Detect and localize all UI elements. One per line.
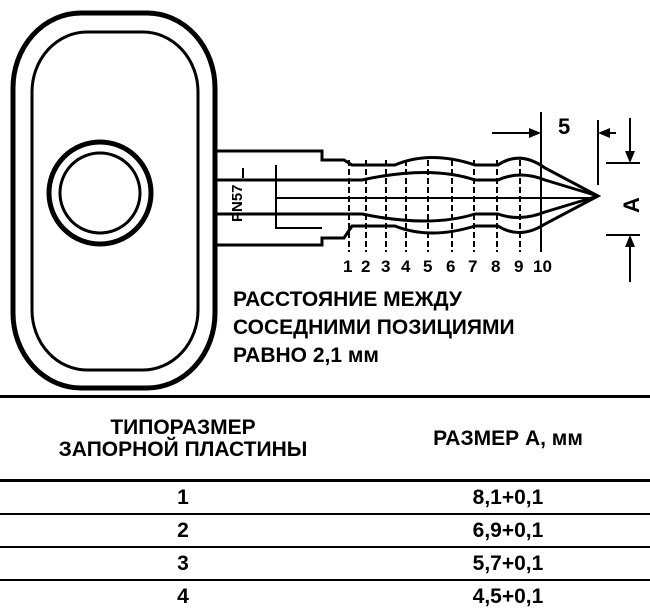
key-hole-inner — [60, 153, 140, 233]
table-row — [0, 481, 650, 515]
plate-size-cell: 2 — [0, 514, 366, 547]
key-blade-step — [276, 165, 322, 228]
position-number-5: 5 — [423, 257, 433, 276]
size-table — [0, 395, 650, 608]
size-table-grid — [0, 395, 650, 612]
dimension-a-cell: 4,5+0,1 — [472, 584, 544, 608]
dimension-a-cell: 6,9+0,1 — [366, 514, 650, 547]
plate-size-cell: 1 — [0, 481, 366, 515]
plate-size-cell: 4 — [177, 584, 189, 608]
spacing-note-line-2: СОСЕДНИМИ ПОЗИЦИЯМИ — [233, 316, 515, 339]
dimension-a-label: A — [619, 197, 644, 213]
plate-size-cell: 3 — [0, 547, 366, 580]
key-head-outer — [13, 13, 215, 388]
position-number-6: 6 — [446, 257, 456, 276]
position-number-4: 4 — [401, 257, 411, 276]
table-row — [0, 514, 650, 547]
table-row — [0, 547, 650, 580]
header-plate-size — [0, 397, 366, 481]
key-hole-outer — [49, 142, 151, 244]
position-number-1: 1 — [343, 257, 353, 276]
position-number-2: 2 — [361, 257, 371, 276]
header-plate-size-line-2: ЗАПОРНОЙ ПЛАСТИНЫ — [58, 437, 308, 461]
position-numbers — [343, 257, 552, 276]
spacing-note-line-1: РАССТОЯНИЕ МЕЖДУ — [233, 288, 462, 311]
dimension-a — [606, 118, 644, 282]
header-plate-size-line-1: ТИПОРАЗМЕР — [110, 415, 256, 439]
dimension-5-label: 5 — [558, 114, 571, 139]
table-row — [0, 580, 650, 612]
position-number-8: 8 — [491, 257, 501, 276]
spacing-note-line-3: РАВНО 2,1 мм — [233, 344, 379, 367]
key-marking-text: PN57 — [229, 184, 246, 222]
table-header-row — [0, 397, 650, 481]
dimension-a-cell: 8,1+0,1 — [366, 481, 650, 515]
position-number-10: 10 — [533, 257, 552, 276]
header-dimension-a-label: РАЗМЕР А, мм — [433, 426, 583, 450]
header-dimension-a — [366, 397, 650, 481]
position-number-3: 3 — [381, 257, 391, 276]
key-head-inner — [32, 32, 198, 370]
spacing-note — [233, 288, 515, 367]
position-number-9: 9 — [514, 257, 524, 276]
position-number-7: 7 — [468, 257, 478, 276]
dimension-a-cell: 5,7+0,1 — [366, 547, 650, 580]
